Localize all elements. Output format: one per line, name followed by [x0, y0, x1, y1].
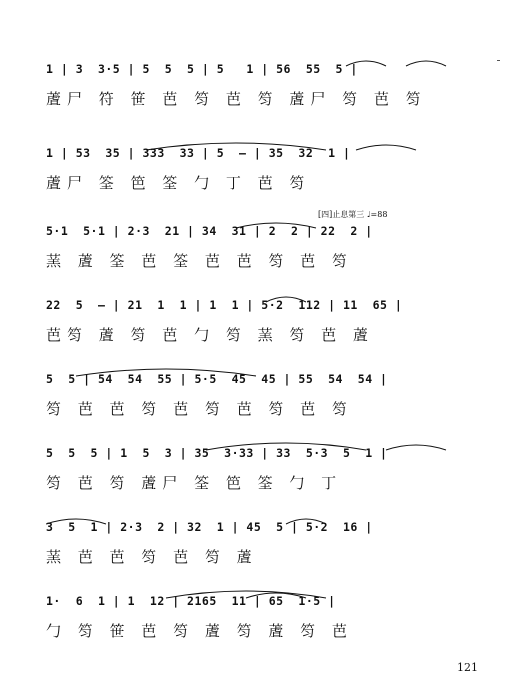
tablature-row: 笉 芭 芭 笉 芭 笉 芭 笉 芭 笉: [46, 400, 353, 418]
jianpu-notation: 3 5 1 | 2·3 2 | 32 1 | 45 5 | 5·2 16 |: [46, 520, 373, 534]
jianpu-notation: 1· 6 1 | 1 12 | 2165 11 | 65 1·5 |: [46, 594, 336, 608]
jianpu-notation: 5 5 5 | 1 5 3 | 35 3·33 | 33 5·3 5 1 |: [46, 446, 388, 460]
tablature-row: 蔖尸 符 笹 芭 笉 芭 笉 蔖尸 笉 芭 笉: [46, 90, 427, 108]
tempo-marking: [四]止息第三 ♩=88: [318, 210, 388, 219]
jianpu-notation: 5 5 | 54 54 55 | 5·5 45 45 | 55 54 54 |: [46, 372, 388, 386]
edge-mark: [497, 60, 500, 61]
tablature-row: 芭笉 蔖 笉 芭 勹 笉 蓔 笉 芭 蔖: [46, 326, 374, 344]
jianpu-notation: 5·1 5·1 | 2·3 21 | 34 31 | 2 2 | 22 2 |: [46, 224, 373, 238]
tablature-row: 蓔 蔖 筌 芭 筌 芭 芭 笉 芭 笉: [46, 252, 353, 270]
tablature-row: 笉 芭 笉 蔖尸 筌 笆 筌 勹 丁: [46, 474, 343, 492]
jianpu-notation: 1 | 3 3·5 | 5 5 5 | 5 1 | 56 55 5 |: [46, 62, 358, 76]
tablature-row: 勹 笉 笹 芭 笉 蔖 笉 蔖 笉 芭: [46, 622, 353, 640]
tablature-row: 蔖尸 筌 笆 筌 勹 丁 芭 笉: [46, 174, 311, 192]
tablature-row: 蓔 芭 芭 笉 芭 笉 蔖: [46, 548, 258, 566]
jianpu-notation: 1 | 53 35 | 333 33 | 5 — | 35 32 1 |: [46, 146, 351, 160]
page-number: 121: [457, 661, 478, 674]
jianpu-notation: 22 5 — | 21 1 1 | 1 1 | 5·2 112 | 11 65 |: [46, 298, 403, 312]
